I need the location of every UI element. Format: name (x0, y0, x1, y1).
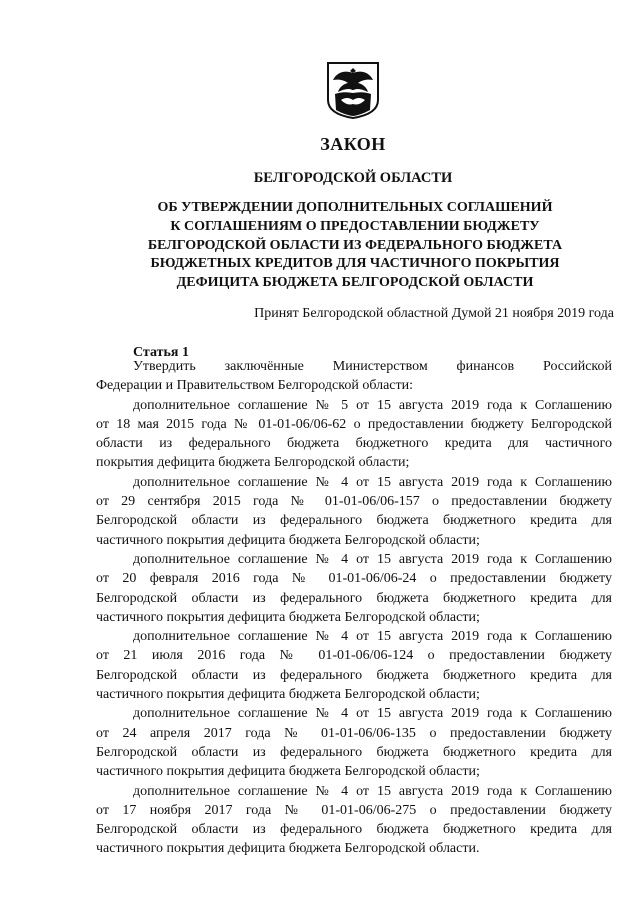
body-line: от 18 мая 2015 года № 01-01-06/06-62 о предоставлении бюджету Белгородской (96, 416, 612, 432)
body-line: области из федерального бюджета бюджетного кредита для частичного (96, 436, 612, 452)
body-line: дополнительное соглашение № 4 от 15 августа 2019 года к Соглашению (133, 474, 612, 490)
document-region: БЕЛГОРОДСКОЙ ОБЛАСТИ (253, 170, 453, 186)
body-line: дополнительное соглашение № 4 от 15 августа 2019 года к Соглашению (133, 551, 612, 567)
adoption-note: Принят Белгородской областной Думой 21 ноября 2019 года (254, 306, 614, 321)
body-line: частичного покрытия дефицита бюджета Белгородской области. (96, 841, 480, 857)
body-line: Утвердить заключённые Министерством финансов Российской (133, 359, 612, 374)
heading-line: ОБ УТВЕРЖДЕНИИ ДОПОЛНИТЕЛЬНЫХ СОГЛАШЕНИЙ (157, 200, 553, 215)
body-line: покрытия дефицита бюджета Белгородской области; (96, 455, 410, 471)
body-line: от 29 сентября 2015 года № 01-01-06/06-157 о предоставлении бюджету (96, 494, 612, 510)
body-line: от 21 июля 2016 года № 01-01-06/06-124 о предоставлении бюджету (96, 648, 612, 664)
body-line: от 20 февраля 2016 года № 01-01-06/06-24 о предоставлении бюджету (96, 571, 612, 587)
heading-line: БЮДЖЕТНЫХ КРЕДИТОВ ДЛЯ ЧАСТИЧНОГО ПОКРЫТИЯ (150, 256, 560, 272)
body-line: частичного покрытия дефицита бюджета Белгородской области; (96, 764, 480, 780)
article-title: Статья 1 (133, 345, 189, 360)
heading-line: К СОГЛАШЕНИЯМ О ПРЕДОСТАВЛЕНИИ БЮДЖЕТУ (170, 218, 540, 234)
body-line: Белгородской области из федерального бюджета бюджетного кредита для (96, 590, 612, 606)
body-line: частичного покрытия дефицита бюджета Белгородской области; (96, 687, 480, 703)
body-line: дополнительное соглашение № 4 от 15 августа 2019 года к Соглашению (133, 706, 612, 722)
body-line: Белгородской области из федерального бюджета бюджетного кредита для (96, 744, 612, 760)
body-line: от 17 ноября 2017 года № 01-01-06/06-275 о предоставлении бюджету (96, 802, 612, 818)
body-line: Белгородской области из федерального бюджета бюджетного кредита для (96, 667, 612, 683)
body-line: Федерации и Правительством Белгородской области: (96, 378, 414, 394)
document-title: ЗАКОН (320, 134, 386, 154)
law-heading (100, 199, 610, 293)
body-line: частичного покрытия дефицита бюджета Белгородской области; (96, 532, 480, 548)
body-line: дополнительное соглашение № 4 от 15 августа 2019 года к Соглашению (133, 629, 612, 645)
body-line: частичного покрытия дефицита бюджета Белгородской области; (96, 609, 480, 625)
coat-of-arms-icon (325, 60, 381, 120)
body-line: дополнительное соглашение № 4 от 15 августа 2019 года к Соглашению (133, 783, 612, 799)
article-body (96, 357, 612, 859)
body-line: дополнительное соглашение № 5 от 15 августа 2019 года к Соглашению (133, 397, 612, 413)
heading-line: БЕЛГОРОДСКОЙ ОБЛАСТИ ИЗ ФЕДЕРАЛЬНОГО БЮДЖЕТА (147, 237, 563, 253)
body-line: от 24 апреля 2017 года № 01-01-06/06-135 о предоставлении бюджету (96, 725, 612, 741)
heading-line: ДЕФИЦИТА БЮДЖЕТА БЕЛГОРОДСКОЙ ОБЛАСТИ (176, 275, 534, 291)
body-line: Белгородской области из федерального бюджета бюджетного кредита для (96, 822, 612, 838)
body-line: Белгородской области из федерального бюджета бюджетного кредита для (96, 513, 612, 529)
